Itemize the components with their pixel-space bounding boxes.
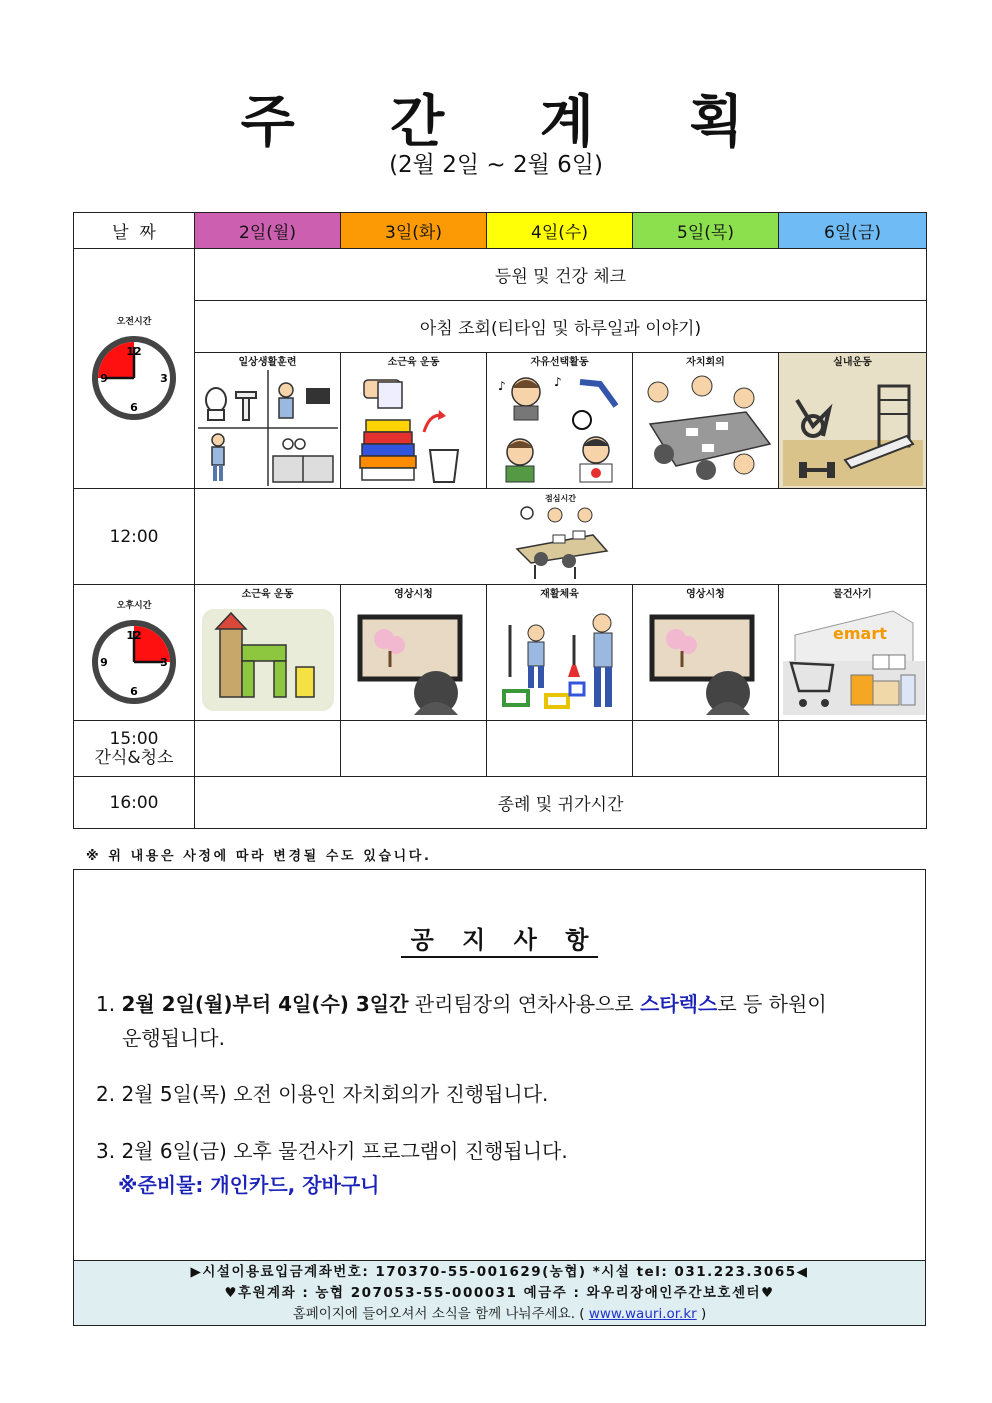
schedule-note: ※ 위 내용은 사정에 따라 변경될 수도 있습니다. xyxy=(86,849,432,864)
svg-text:♪: ♪ xyxy=(497,379,506,393)
donation-account-line: ♥후원계좌 : 농협 207053-55-000031 예금주 : 와우리장애인주간보호센터♥ xyxy=(224,1285,775,1301)
item-number: 1. xyxy=(96,992,116,1016)
day-fri: 6일(금) xyxy=(779,213,927,249)
item-text: 관리팀장의 연차사용으로 xyxy=(408,992,641,1016)
activity-caption: 실내운동 xyxy=(833,357,872,368)
bank-account-line: ▶시설이용료입금계좌번호: 170370-55-001629(농협) *시설 tel: 031.223.3065◀ xyxy=(190,1264,809,1280)
snack-time-cell xyxy=(74,721,195,777)
header-row xyxy=(74,213,927,249)
clock-3: 3 xyxy=(160,656,168,669)
activity-caption: 소근육 운동 xyxy=(241,589,294,600)
morning-label-cell xyxy=(74,249,195,489)
page-title: 주 간 계 획 xyxy=(240,90,782,155)
castle-blocks-icon xyxy=(195,601,340,719)
snack-thu xyxy=(633,721,779,777)
schedule-table xyxy=(73,212,927,829)
afternoon-caption: 오후시간 xyxy=(116,601,152,611)
day-wed: 4일(수) xyxy=(487,213,633,249)
snack-time: 15:00 xyxy=(109,728,159,749)
clock-9: 9 xyxy=(100,656,108,669)
pm-activity-shopping xyxy=(779,585,927,721)
lunch-cell xyxy=(195,489,927,585)
clock-12: 12 xyxy=(126,345,142,358)
arrival-cell: 등원 및 건강 체크 xyxy=(195,249,927,301)
assembly-cell: 아침 조회(티타임 및 하루일과 이야기) xyxy=(195,301,927,353)
activity-caption: 영상시청 xyxy=(686,589,725,600)
activity-caption: 영상시청 xyxy=(394,589,433,600)
snack-wed xyxy=(487,721,633,777)
notice-item-2: 2. 2월 5일(목) 오전 이용인 자치회의가 진행됩니다. xyxy=(96,1082,549,1106)
activity-caption: 일상생활훈련 xyxy=(238,357,297,368)
gym-equipment-icon xyxy=(779,369,926,487)
homepage-line: 홈페이지에 들어오셔서 소식을 함께 나눠주세요. ( www.wauri.or.kr ) xyxy=(292,1306,707,1322)
day-thu: 5일(목) xyxy=(633,213,779,249)
date-header: 날 짜 xyxy=(74,213,195,249)
clock-12: 12 xyxy=(126,629,142,642)
free-choice-icon xyxy=(487,369,632,487)
activity-caption: 재활체육 xyxy=(540,589,579,600)
noon-time: 12:00 xyxy=(74,489,195,585)
activity-free-choice xyxy=(487,353,633,489)
svg-text:♪: ♪ xyxy=(553,375,562,389)
emart-logo: emart xyxy=(832,624,887,643)
closing-cell: 종례 및 귀가시간 xyxy=(195,777,927,829)
pm-activity-video-2 xyxy=(633,585,779,721)
rehab-exercise-icon xyxy=(487,601,632,719)
notice-box xyxy=(73,869,926,1326)
activity-caption: 자유선택활동 xyxy=(530,357,589,368)
pm-activity-fine-motor xyxy=(195,585,341,721)
shopping-mart-icon xyxy=(779,601,926,719)
pm-activity-rehab-pe xyxy=(487,585,633,721)
item-3-text: 3. 2월 6일(금) 오후 물건사기 프로그램이 진행됩니다. xyxy=(96,1139,568,1163)
snack-fri xyxy=(779,721,927,777)
vehicle-highlight: 스타렉스 xyxy=(640,992,718,1016)
clock-6: 6 xyxy=(130,401,138,414)
footer-info xyxy=(74,1260,925,1325)
clock-3: 3 xyxy=(160,372,168,385)
stacking-cups-icon xyxy=(341,369,486,487)
morning-caption: 오전시간 xyxy=(116,317,152,327)
afternoon-label-cell xyxy=(74,585,195,721)
item-line-2: 운행됩니다. xyxy=(122,1026,225,1050)
tv-watching-icon xyxy=(633,601,778,719)
notice-item-1 xyxy=(96,987,827,1055)
activity-daily-living xyxy=(195,353,341,489)
snack-label: 간식&청소 xyxy=(94,747,174,768)
snack-tue xyxy=(341,721,487,777)
closing-time: 16:00 xyxy=(74,777,195,829)
daily-living-icon xyxy=(195,369,340,487)
activity-caption: 물건사기 xyxy=(833,589,872,600)
lunch-caption: 점심시간 xyxy=(545,493,576,503)
day-tue: 3일(화) xyxy=(341,213,487,249)
snack-mon xyxy=(195,721,341,777)
day-mon: 2일(월) xyxy=(195,213,341,249)
activity-council-meeting xyxy=(633,353,779,489)
activity-caption: 자치회의 xyxy=(686,357,725,368)
activity-indoor-exercise xyxy=(779,353,927,489)
notice-item-3 xyxy=(96,1134,568,1202)
afternoon-clock-icon xyxy=(89,617,179,707)
meeting-icon xyxy=(633,369,778,487)
clock-9: 9 xyxy=(100,372,108,385)
item-bold: 2월 2일(월)부터 4일(수) 3일간 xyxy=(121,992,409,1016)
morning-clock-icon xyxy=(89,333,179,423)
activity-fine-motor-1 xyxy=(341,353,487,489)
clock-6: 6 xyxy=(130,685,138,698)
date-range: (2월 2일 ~ 2월 6일) xyxy=(389,152,603,178)
prep-items: ※준비물: 개인카드, 장바구니 xyxy=(118,1173,380,1197)
notice-title: 공 지 사 항 xyxy=(74,920,925,955)
activity-caption: 소근육 운동 xyxy=(387,357,440,368)
tv-watching-icon xyxy=(341,601,486,719)
pm-activity-video-1 xyxy=(341,585,487,721)
homepage-link[interactable]: www.wauri.or.kr xyxy=(588,1306,697,1322)
item-text-2: 로 등 하원이 xyxy=(717,992,827,1016)
lunch-icon xyxy=(511,505,611,581)
